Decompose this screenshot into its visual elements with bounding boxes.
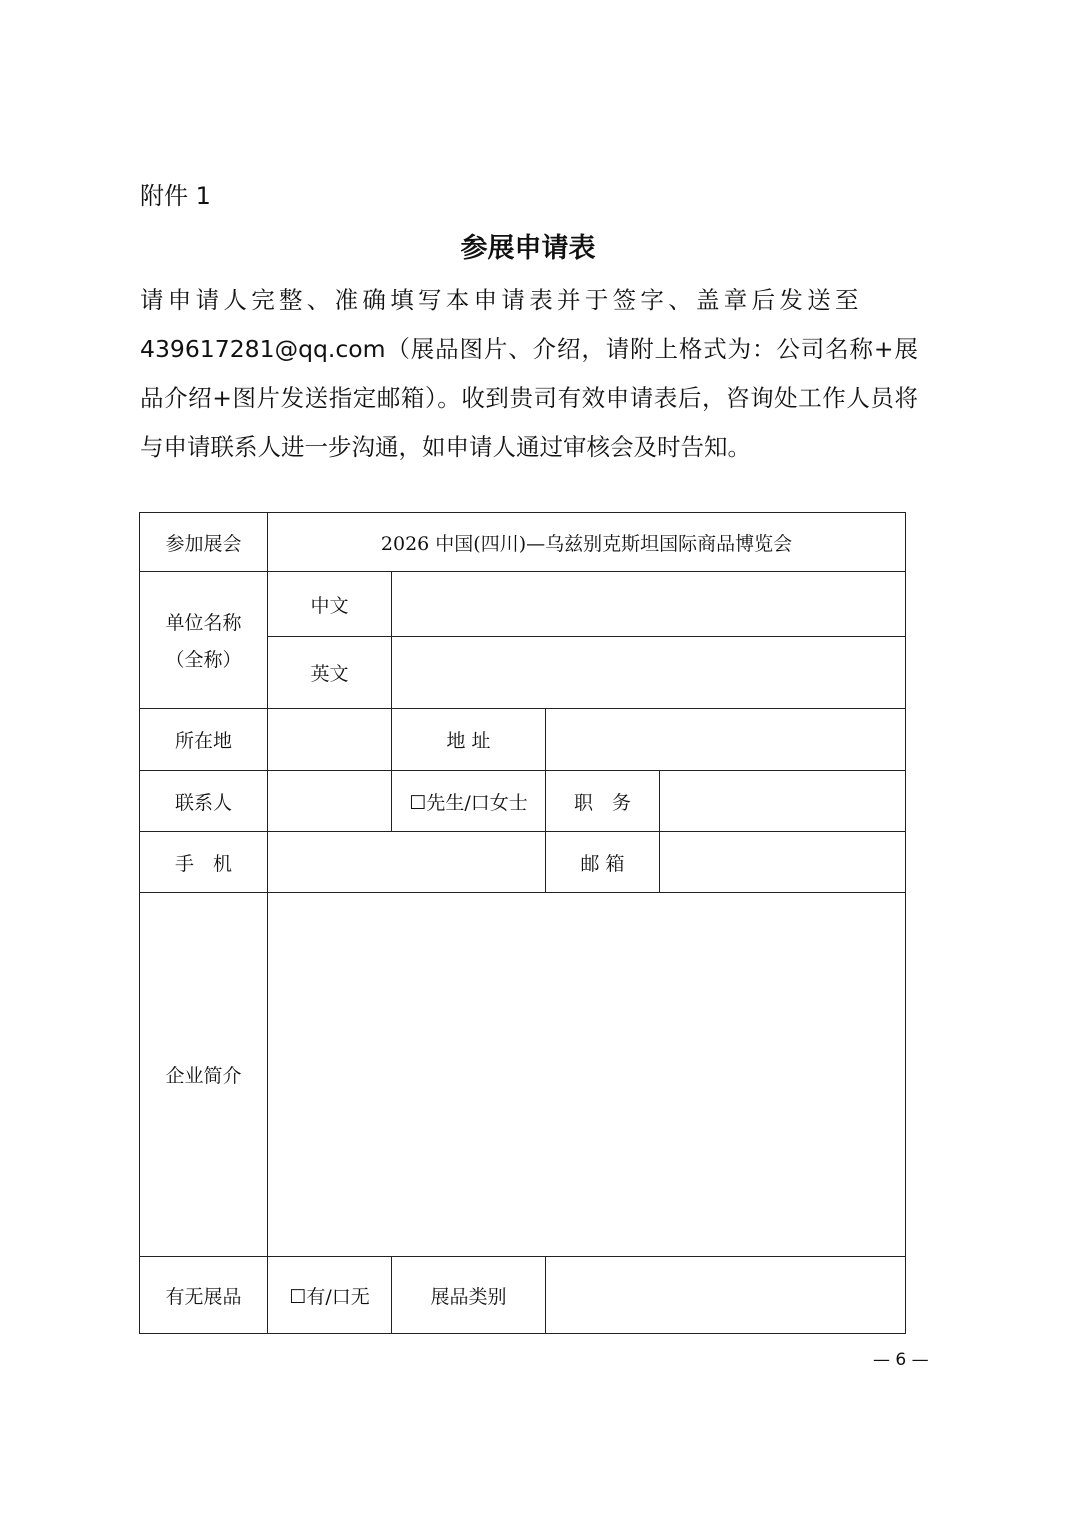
- location-label: 所在地: [140, 709, 268, 771]
- english-label: 英文: [268, 637, 392, 709]
- profile-label: 企业简介: [140, 893, 268, 1257]
- exhibit-category-field[interactable]: [546, 1257, 906, 1334]
- unit-name-label-line2: （全称）: [165, 649, 242, 671]
- exhibits-label: 有无展品: [140, 1257, 268, 1334]
- email-label: 邮 箱: [546, 832, 660, 893]
- gender-options[interactable]: ☐先生/口女士: [392, 771, 546, 832]
- application-form: [139, 512, 906, 1334]
- contact-field[interactable]: [268, 771, 392, 832]
- english-name-field[interactable]: [392, 637, 906, 709]
- exhibition-value: 2026 中国(四川)—乌兹别克斯坦国际商品博览会: [268, 513, 906, 572]
- position-label: 职 务: [546, 771, 660, 832]
- attachment-label: 附件 1: [140, 182, 211, 210]
- email-field[interactable]: [660, 832, 906, 893]
- page-title: 参展申请表: [460, 233, 596, 264]
- address-label: 地 址: [392, 709, 546, 771]
- mobile-field[interactable]: [268, 832, 546, 893]
- exhibition-label: 参加展会: [140, 513, 268, 572]
- chinese-label: 中文: [268, 572, 392, 637]
- profile-field[interactable]: [268, 893, 906, 1257]
- mobile-label: 手 机: [140, 832, 268, 893]
- intro-paragraph: [140, 276, 918, 472]
- intro-line-1: 请申请人完整、准确填写本申请表并于签字、盖章后发送至: [140, 286, 863, 314]
- intro-rest: 439617281@qq.com（展品图片、介绍，请附上格式为：公司名称+展品介绍+图片发送指定邮箱）。收到贵司有效申请表后，咨询处工作人员将与申请联系人进一步沟通，如申请人通过审核会及时告知。: [140, 335, 918, 461]
- page-number: — 6 —: [873, 1350, 929, 1370]
- unit-name-label-line1: 单位名称: [165, 612, 242, 634]
- location-field[interactable]: [268, 709, 392, 771]
- contact-label: 联系人: [140, 771, 268, 832]
- exhibit-category-label: 展品类别: [392, 1257, 546, 1334]
- exhibits-options[interactable]: ☐有/口无: [268, 1257, 392, 1334]
- position-field[interactable]: [660, 771, 906, 832]
- address-field[interactable]: [546, 709, 906, 771]
- unit-name-label: [140, 572, 268, 709]
- chinese-name-field[interactable]: [392, 572, 906, 637]
